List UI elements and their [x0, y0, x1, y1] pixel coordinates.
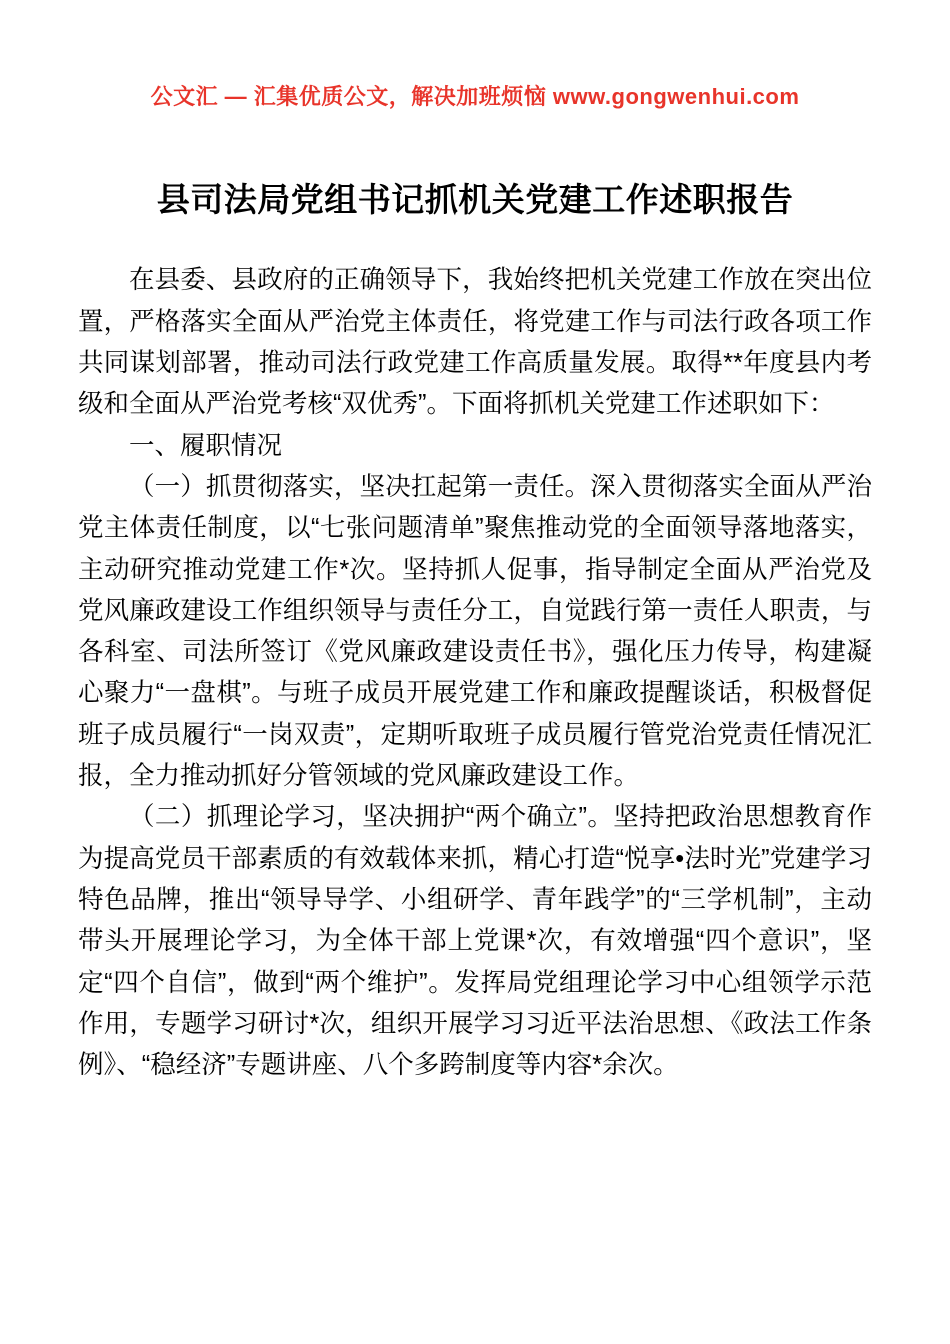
site-watermark: 公文汇 — 汇集优质公文，解决加班烦恼 www.gongwenhui.com [150, 84, 800, 109]
document-body [78, 260, 872, 1086]
paragraph-3: （一）抓贯彻落实，坚决扛起第一责任。深入贯彻落实全面从严治党主体责任制度，以“七张问题清单”聚焦推动党的全面领导落地落实，主动研究推动党建工作*次。坚持抓人促事，指导制定全面从严治党及党风廉政建设工作组织领导与责任分工，自觉践行第一责任人职责，与各科室、司法所签订《党风廉政建设责任书》，强化压力传导，构建凝心聚力“一盘棋”。与班子成员开展党建工作和廉政提醒谈话，积极督促班子成员履行“一岗双责”，定期听取班子成员履行管党治党责任情况汇报，全力推动抓好分管领域的党风廉政建设工作。 [78, 472, 872, 791]
page-title: 县司法局党组书记抓机关党建工作述职报告 [156, 181, 794, 218]
paragraph-1: 在县委、县政府的正确领导下，我始终把机关党建工作放在突出位置，严格落实全面从严治党主体责任，将党建工作与司法行政各项工作共同谋划部署，推动司法行政党建工作高质量发展。取得**年度县内考级和全面从严治党考核“双优秀”。下面将抓机关党建工作述职如下： [78, 266, 872, 419]
paragraph-2-section-heading: 一、履职情况 [129, 431, 283, 460]
paragraph-4: （二）抓理论学习，坚决拥护“两个确立”。坚持把政治思想教育作为提高党员干部素质的有效载体来抓，精心打造“悦享•法时光”党建学习特色品牌，推出“领导导学、小组研学、青年践学”的“三学机制”，主动带头开展理论学习，为全体干部上党课*次，有效增强“四个意识”，坚定“四个自信”，做到“两个维护”。发挥局党组理论学习中心组领学示范作用，专题学习研讨*次，组织开展学习习近平法治思想、《政法工作条例》、“稳经济”专题讲座、八个多跨制度等内容*余次。 [78, 803, 872, 1080]
